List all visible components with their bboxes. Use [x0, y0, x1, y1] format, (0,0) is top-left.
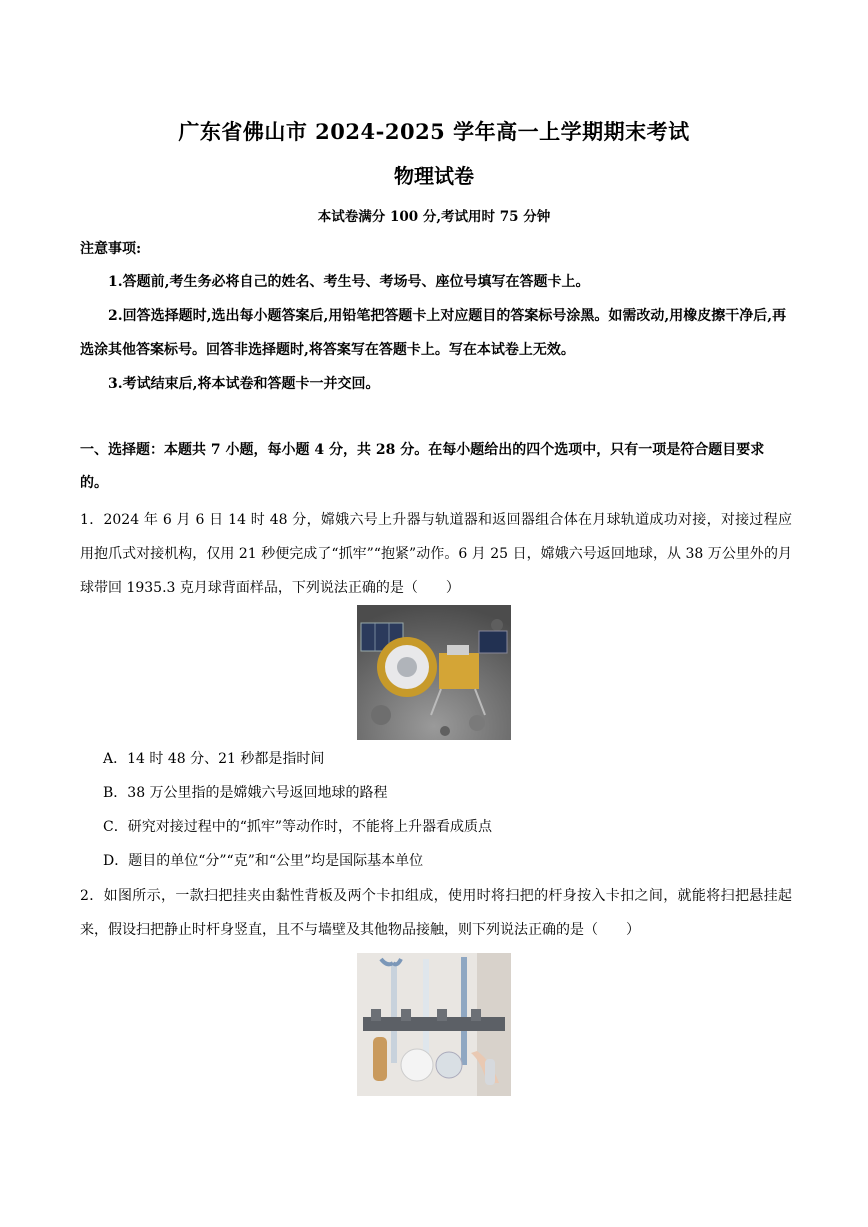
spacecraft-docking-image	[357, 605, 511, 740]
section-heading: 一、选择题：本题共 7 小题，每小题 4 分，共 28 分。在每小题给出的四个选项中，只有一项是符合题目要求的。	[80, 442, 765, 491]
question-2-stem: 2．如图所示，一款扫把挂夹由黏性背板及两个卡扣组成，使用时将扫把的杆身按入卡扣之间，就能将扫把悬挂起来，假设扫把静止时杆身竖直，且不与墙壁及其他物品接触，则下列说法正确的是（ ）	[80, 888, 792, 938]
question-1-option-d: D．题目的单位“分”“克”和“公里”均是国际基本单位	[103, 853, 424, 869]
exam-meta: 本试卷满分 100 分,考试用时 75 分钟	[317, 209, 551, 225]
notice-item: 1.答题前,考生务必将自己的姓名、考生号、考场号、座位号填写在答题卡上。	[108, 274, 590, 290]
page-subtitle: 物理试卷	[394, 164, 474, 188]
page-title: 广东省佛山市 2024-2025 学年高一上学期期末考试	[178, 119, 690, 144]
question-1-option-b: B．38 万公里指的是嫦娥六号返回地球的路程	[103, 785, 388, 801]
notice-item: 3.考试结束后,将本试卷和答题卡一并交回。	[108, 376, 380, 392]
question-1-option-a: A．14 时 48 分、21 秒都是指时间	[103, 751, 325, 767]
question-1-option-c: C．研究对接过程中的“抓牢”等动作时，不能将上升器看成质点	[103, 819, 493, 835]
notice-heading: 注意事项:	[80, 241, 142, 257]
question-1-stem: 1．2024 年 6 月 6 日 14 时 48 分，嫦娥六号上升器与轨道器和返回器组合体在月球轨道成功对接，对接过程应用抱爪式对接机构，仅用 21 秒便完成了“抓牢”“抱紧”动作。6 月 25 日，嫦娥六号返回地球，从 38 万公里外的月球带回 1935.3 克月球背面样品，下列说法正确的是（ ）	[80, 512, 792, 596]
notice-item: 2.回答选择题时,选出每小题答案后,用铅笔把答题卡上对应题目的答案标号涂黑。如需改动,用橡皮擦干净后,再选涂其他答案标号。回答非选择题时,将答案写在答题卡上。写在本试卷上无效。	[80, 308, 787, 358]
broom-holder-image	[357, 953, 511, 1096]
